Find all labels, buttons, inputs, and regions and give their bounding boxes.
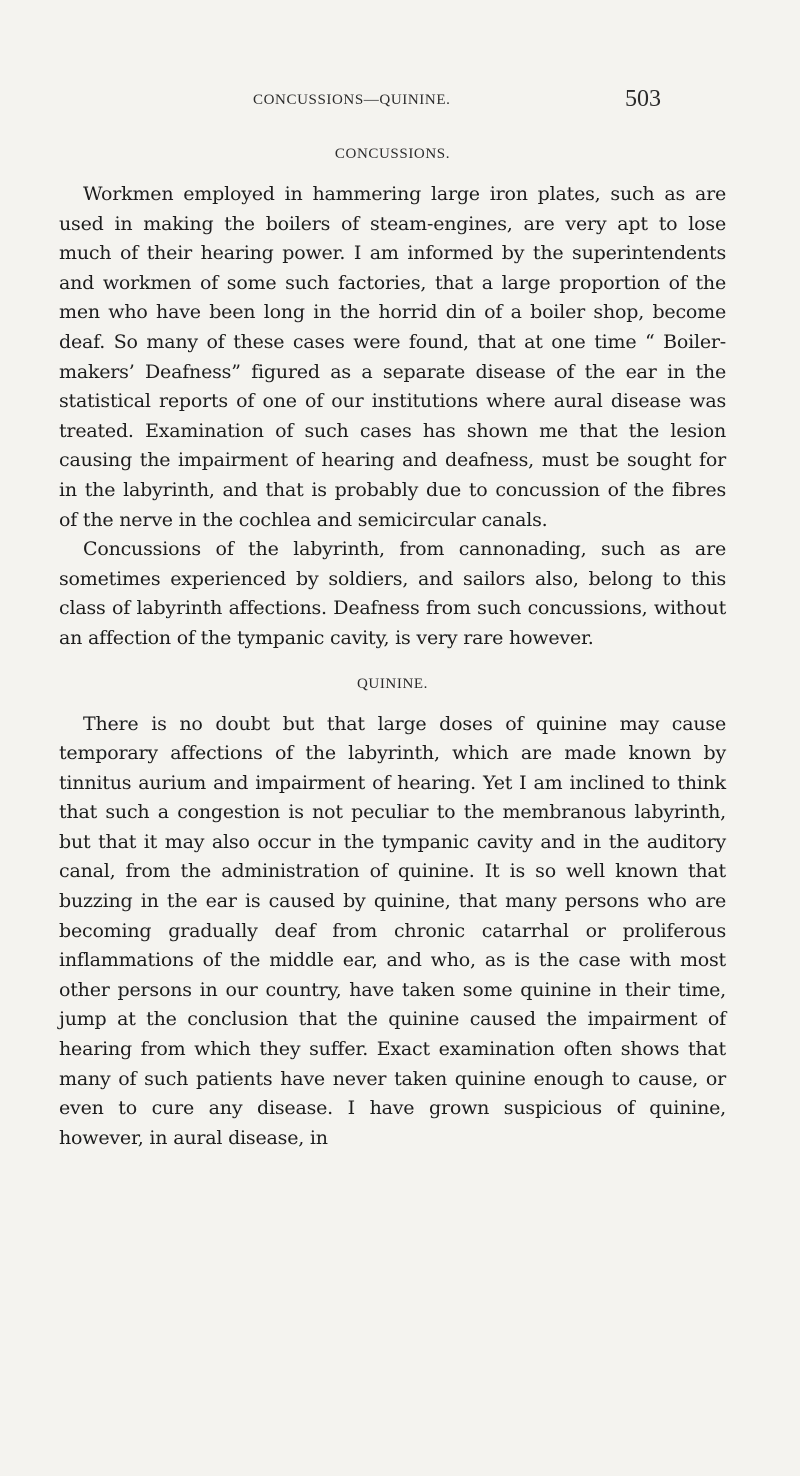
paragraph-boiler-makers-deafness: Workmen employed in hammering large iron plates, such as are used in making the boilers of steam-engines, are very apt to lose much of their hearing power. I am informed by the superintendents and workmen of some such factories, that a large proportion of the men who have been long in the horrid din of a boiler shop, become deaf. So many of these cases were found, that at one time “ Boiler-makers’ Deafness” figured as a separate disease of the ear in the statistical reports of one of our institutions where aural disease was treated. Examination of such cases has shown me that the lesion causing the impairment of hearing and deafness, must be sought for in the labyrinth, and that is probably due to concussion of the fibres of the nerve in the cochlea and semicircular canals. [59, 183, 726, 531]
running-head [0, 86, 800, 116]
section-heading-concussions: CONCUSSIONS. [334, 146, 451, 162]
paragraph-labyrinth-concussions: Concussions of the labyrinth, from cannonading, such as are sometimes experienced by soldiers, and sailors also, belong to this class of labyrinth affections. Deafness from such concussions, without an affection of the tympanic cavity, is very rare however. [59, 538, 726, 649]
running-title: CONCUSSIONS—QUININE. [253, 92, 451, 108]
paragraph-quinine: There is no doubt but that large doses of quinine may cause temporary affections of the labyrinth, which are made known by tinnitus aurium and impairment of hearing. Yet I am inclined to think that such a congestion is not peculiar to the membranous labyrinth, but that it may also occur in the tympanic cavity and in the auditory canal, from the administration of quinine. It is so well known that buzzing in the ear is caused by quinine, that many persons who are becoming gradually deaf from chronic catarrhal or proliferous inflammations of the middle ear, and who, as is the case with most other persons in our country, have taken some quinine in their time, jump at the conclusion that the quinine caused the impairment of hearing from which they suffer. Exact examination often shows that many of such patients have never taken quinine enough to cause, or even to cure any disease. I have grown suspicious of quinine, however, in aural disease, in [59, 712, 726, 1149]
page-body [59, 138, 726, 1153]
section-heading-quinine: QUININE. [356, 675, 429, 692]
page-number: 503 [625, 86, 661, 112]
